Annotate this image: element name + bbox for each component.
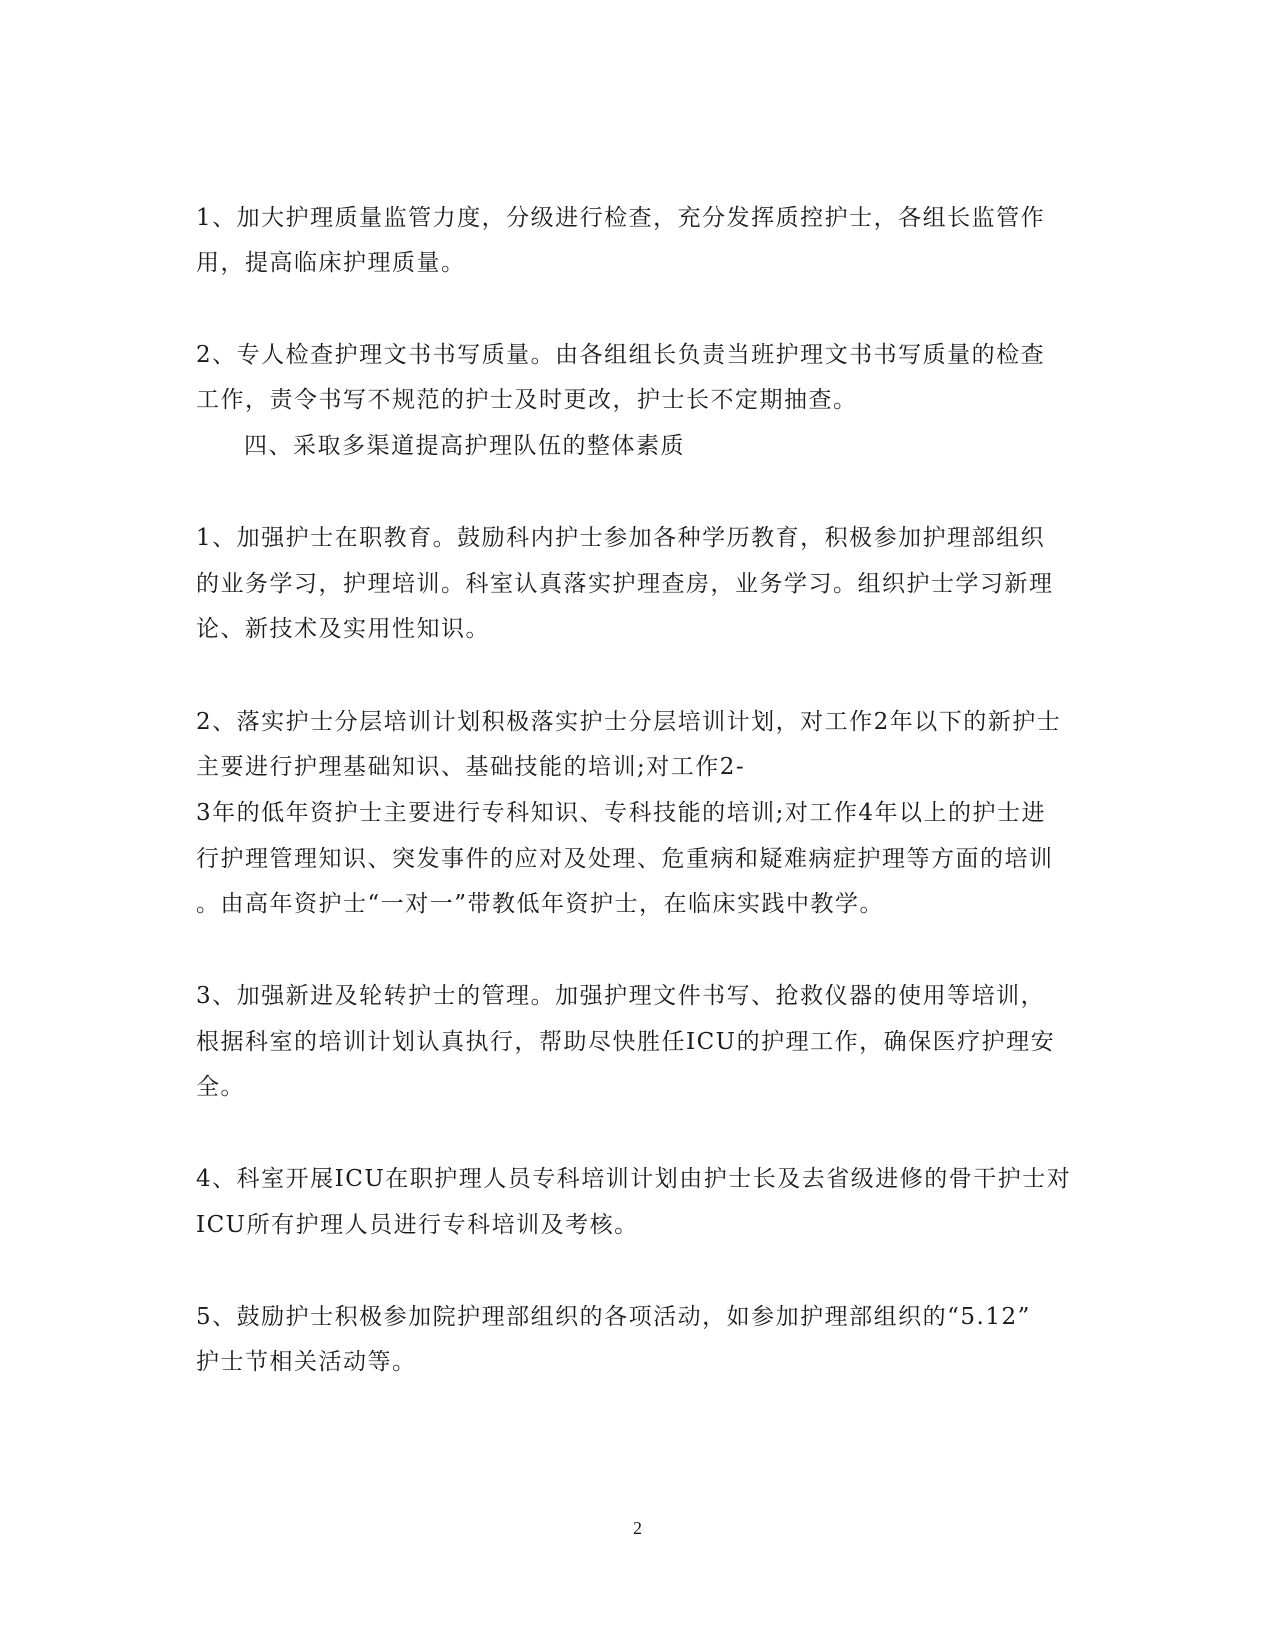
paragraph-line: 3、加强新进及轮转护士的管理。加强护理文件书写、抢救仪器的使用等培训，	[196, 983, 1046, 1009]
paragraph-line: 根据科室的培训计划认真执行，帮助尽快胜任ICU的护理工作，确保医疗护理安	[196, 1029, 1056, 1055]
paragraph-line: 全。	[196, 1074, 245, 1100]
paragraph-line: 2、专人检查护理文书书写质量。由各组组长负责当班护理文书书写质量的检查	[196, 342, 1046, 368]
paragraph-line: 用，提高临床护理质量。	[196, 250, 466, 276]
paragraph-line: 行护理管理知识、突发事件的应对及处理、危重病和疑难病症护理等方面的培训	[196, 846, 1054, 872]
paragraph-line: 工作，责令书写不规范的护士及时更改，护士长不定期抽查。	[196, 387, 858, 413]
paragraph-line: ICU所有护理人员进行专科培训及考核。	[196, 1212, 639, 1238]
paragraph-line: 论、新技术及实用性知识。	[196, 616, 490, 642]
paragraph-line: 1、加大护理质量监管力度，分级进行检查，充分发挥质控护士，各组长监管作	[196, 205, 1046, 231]
paragraph-line: 4、科室开展ICU在职护理人员专科培训计划由护士长及去省级进修的骨干护士对	[196, 1166, 1072, 1192]
paragraph-line: 护士节相关活动等。	[196, 1349, 417, 1375]
paragraph-line: 3年的低年资护士主要进行专科知识、专科技能的培训;对工作4年以上的护士进	[196, 800, 1047, 826]
section-heading: 四、采取多渠道提高护理队伍的整体素质	[244, 433, 685, 459]
page-number: 2	[633, 1518, 642, 1538]
paragraph-line: 主要进行护理基础知识、基础技能的培训;对工作2-	[196, 754, 746, 780]
paragraph-line: 2、落实护士分层培训计划积极落实护士分层培训计划，对工作2年以下的新护士	[196, 709, 1062, 735]
paragraph-line: 1、加强护士在职教育。鼓励科内护士参加各种学历教育，积极参加护理部组织	[196, 525, 1046, 551]
paragraph-line: 。由高年资护士“一对一”带教低年资护士，在临床实践中教学。	[196, 891, 885, 917]
paragraph-line: 的业务学习，护理培训。科室认真落实护理查房，业务学习。组织护士学习新理	[196, 571, 1054, 597]
paragraph-line: 5、鼓励护士积极参加院护理部组织的各项活动，如参加护理部组织的“5.12”	[196, 1304, 1031, 1330]
